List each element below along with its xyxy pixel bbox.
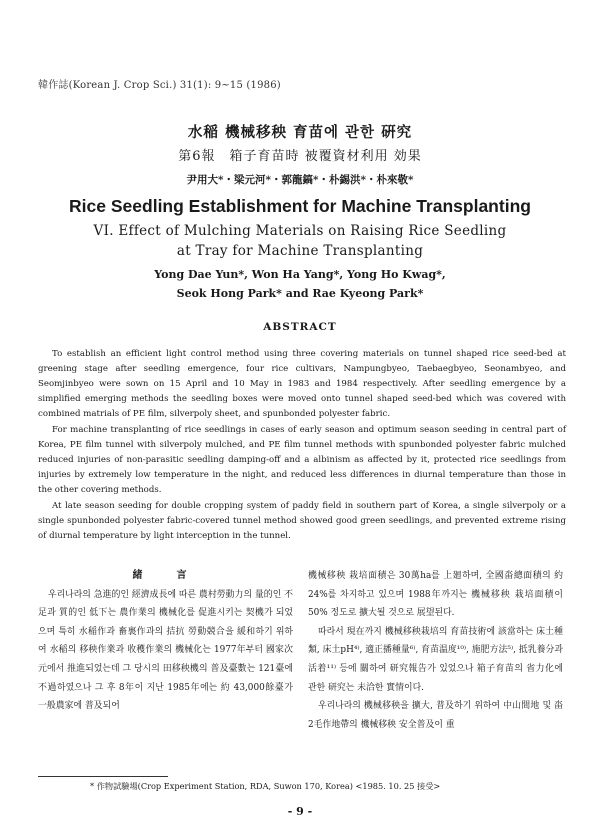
body-paragraph: 우리나라의 機械移秧을 擴大, 普及하기 위하여 中山間地 및 畓2毛作地帶의 機械移秧 安全普及이 重 bbox=[308, 701, 563, 730]
english-authors-line-1: Yong Dae Yun*, Won Ha Yang*, Yong Ho Kwag*, bbox=[154, 268, 446, 281]
english-authors-line-2: Seok Hong Park* and Rae Kyeong Park* bbox=[176, 287, 424, 300]
abstract-paragraph: For machine transplanting of rice seedlings in cases of early season and optimum season seeding in central part of Korea, PE film tunnel with silverpoly mulched, and PE film tunnel methods with spunbonded polyester fabric mulched reduced injuries of non-parasitic seedling damping-off and a albinism as affected by it, protected rice seedlings from injuries by extremely low temperature in the night, and reduced less differences in diurnal temperature than those in the other covering methods. bbox=[38, 425, 566, 495]
footnote-divider bbox=[38, 776, 168, 777]
abstract-paragraph: At late season seeding for double cropping system of paddy field in southern part of Korea, a single silverpoly or a single spunbonded polyester fabric-covered tunnel method showed good green seedlings, and prevented extreme rising of diurnal temperature by light interception in the tunnel. bbox=[38, 501, 566, 541]
english-subtitle-line-2: at Tray for Machine Transplanting bbox=[176, 243, 424, 259]
introduction-heading: 緒 言 bbox=[132, 570, 199, 581]
english-title: Rice Seedling Establishment for Machine Transplanting bbox=[69, 196, 531, 216]
affiliation-footnote: * 作物試驗場(Crop Experiment Station, RDA, Suwon 170, Korea) <1985. 10. 25 接受> bbox=[90, 781, 441, 791]
korean-authors: 尹用大*・梁元河*・郭龍鎬*・朴錫洪*・朴來敬* bbox=[186, 174, 414, 186]
korean-subtitle: 第6報 箱子育苗時 被覆資材利用 効果 bbox=[178, 149, 422, 164]
left-column bbox=[38, 567, 293, 716]
english-subtitle-line-1: VI. Effect of Mulching Materials on Raising Rice Seedling bbox=[93, 223, 507, 239]
abstract-body bbox=[38, 347, 566, 545]
abstract-paragraph: To establish an efficient light control method using three covering materials on tunnel shaped rice seed-bed at greening stage after seedling emergence, four rice cultivars, Nampungbyeo, Taebaegbyeo, Seonambyeo, and Seomjinbyeo were sown on 15 April and 10 May in 1983 and 1984 respectively. After seedling emergence by a simplified emerging methods the seedling boxes were moved onto tunnel shaped seed-bed which was covered with combined matrials of PE film, silverpoly sheet, and spunbonded polyester fabric. bbox=[38, 349, 566, 419]
right-column bbox=[308, 567, 563, 734]
journal-reference: 韓作誌(Korean J. Crop Sci.) 31(1): 9~15 (1986) bbox=[38, 80, 281, 91]
body-paragraph: 따라서 現在까지 機械移秧栽培의 育苗技術에 該當하는 床土種類, 床土pH⁴⁾, 適正播種量⁶⁾, 育苗温度¹⁰⁾, 施肥方法⁵⁾, 抵乳養分과 活着¹¹⁾ 등에 關하여 研究報告가 있었으나 箱子育苗의 省力化에 관한 研究는 未洽한 實情이다. bbox=[308, 626, 563, 693]
korean-title: 水稲 機械移秧 育苗에 관한 硏究 bbox=[187, 124, 413, 141]
body-paragraph: 機械移秧 栽培面積은 30萬ha를 上廻하며, 全國畓總面積의 約 24%를 차지하고 있으며 1988年까지는 機械移秧 栽培面積이 50% 정도로 擴大될 것으로 展望된다. bbox=[308, 571, 563, 619]
body-paragraph: 우리나라의 急進的인 經濟成長에 따른 農村勞動力의 量的인 不足과 質的인 低下는 農作業의 機械化를 促進시키는 契機가 되었으며 특히 水稲作과 畜裏作과의 拮抗 勞動競合을 緩和하기 위하여 水稲의 移秧作業과 收穫作業의 機械化는 1977年부터 國家次元에서 推進되었는데 그 당시의 田移秧機의 普及臺數는 121臺에 不過하였으나 그 후 8年이 지난 1985年에는 約 43,000餘臺가 一般農家에 普及되어 bbox=[38, 589, 293, 712]
page-number: - 9 - bbox=[287, 805, 313, 818]
abstract-heading: ABSTRACT bbox=[263, 321, 337, 333]
